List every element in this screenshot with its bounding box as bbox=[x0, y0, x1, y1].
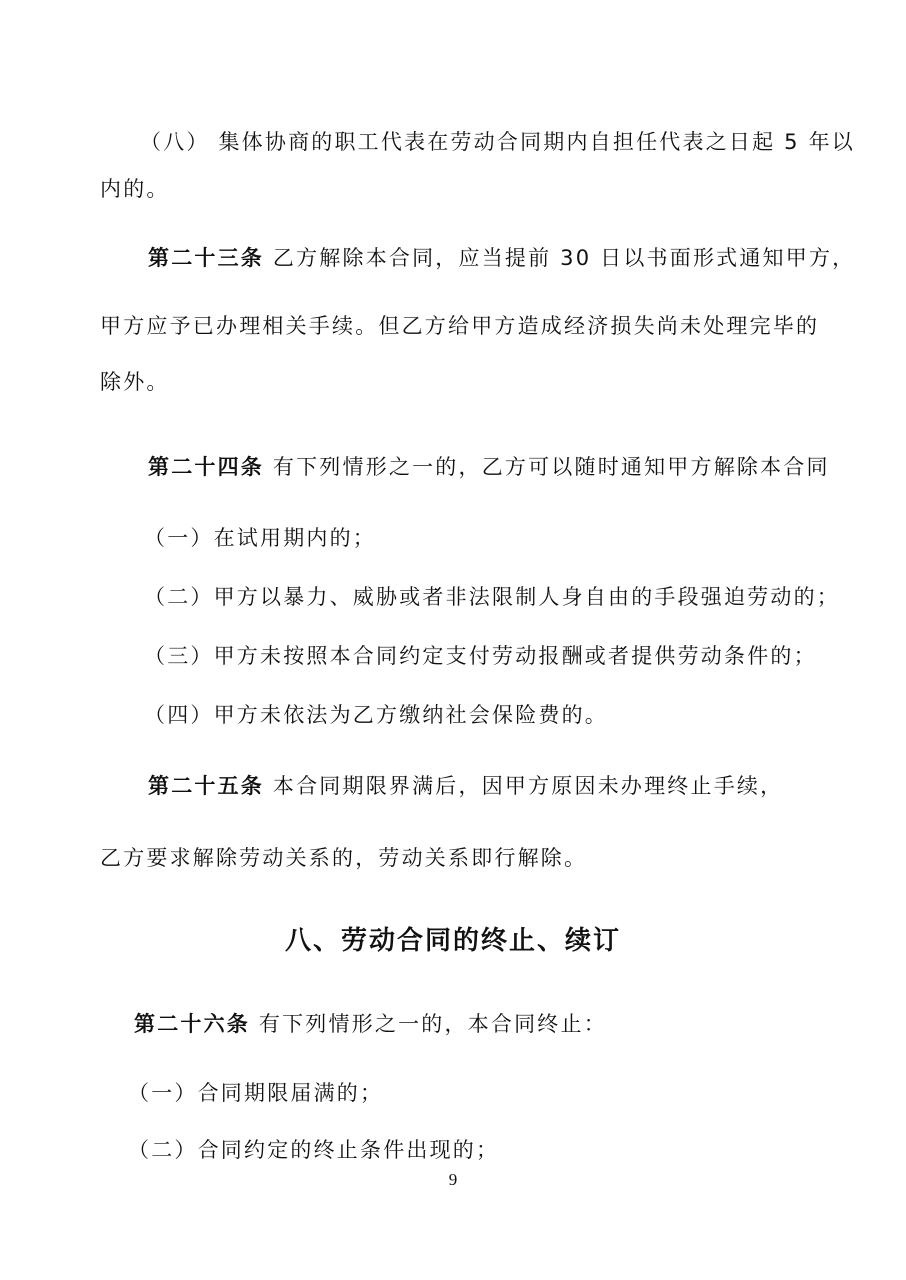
article-24-item-2: （二）甲方以暴力、威胁或者非法限制人身自由的手段强迫劳动的； bbox=[144, 585, 840, 609]
article-24-line-1 bbox=[148, 457, 830, 478]
article-25-text: 本合同期限界满后，因甲方原因未办理终止手续， bbox=[272, 774, 784, 798]
article-23-text: 乙方解除本合同，应当提前 30 日以书面形式通知甲方， bbox=[272, 246, 856, 270]
article-26-text: 有下列情形之一的，本合同终止： bbox=[258, 1012, 607, 1036]
article-25-line-2: 乙方要求解除劳动关系的，劳动关系即行解除。 bbox=[100, 846, 588, 870]
article-26-item-1: （一）合同期限届满的； bbox=[128, 1081, 384, 1105]
page-number: 9 bbox=[448, 1170, 458, 1189]
article-25-label: 第二十五条 bbox=[148, 774, 264, 798]
article-23-line-2: 甲方应予已办理相关手续。但乙方给甲方造成经济损失尚未处理完毕的 bbox=[100, 314, 820, 338]
clause-8-line-1: （八） 集体协商的职工代表在劳动合同期内自担任代表之日起 5 年以 bbox=[140, 130, 855, 154]
article-24-label: 第二十四条 bbox=[148, 455, 264, 479]
article-23-line-1 bbox=[148, 248, 855, 269]
clause-8-line-2: 内的。 bbox=[100, 177, 170, 201]
article-24-item-4: （四）甲方未依法为乙方缴纳社会保险费的。 bbox=[144, 703, 608, 727]
article-24-item-1: （一）在试用期内的； bbox=[144, 526, 376, 550]
article-25-line-1 bbox=[148, 776, 783, 797]
article-23-line-3: 除外。 bbox=[100, 370, 170, 394]
section-heading: 八、劳动合同的终止、续订 bbox=[284, 926, 621, 956]
article-26-label: 第二十六条 bbox=[134, 1012, 250, 1036]
article-24-item-3: （三）甲方未按照本合同约定支付劳动报酬或者提供劳动条件的； bbox=[144, 644, 817, 668]
article-26-line-1 bbox=[134, 1014, 607, 1035]
article-23-label: 第二十三条 bbox=[148, 246, 264, 270]
article-24-text: 有下列情形之一的，乙方可以随时通知甲方解除本合同 bbox=[272, 455, 830, 479]
article-26-item-2: （二）合同约定的终止条件出现的； bbox=[128, 1138, 500, 1162]
